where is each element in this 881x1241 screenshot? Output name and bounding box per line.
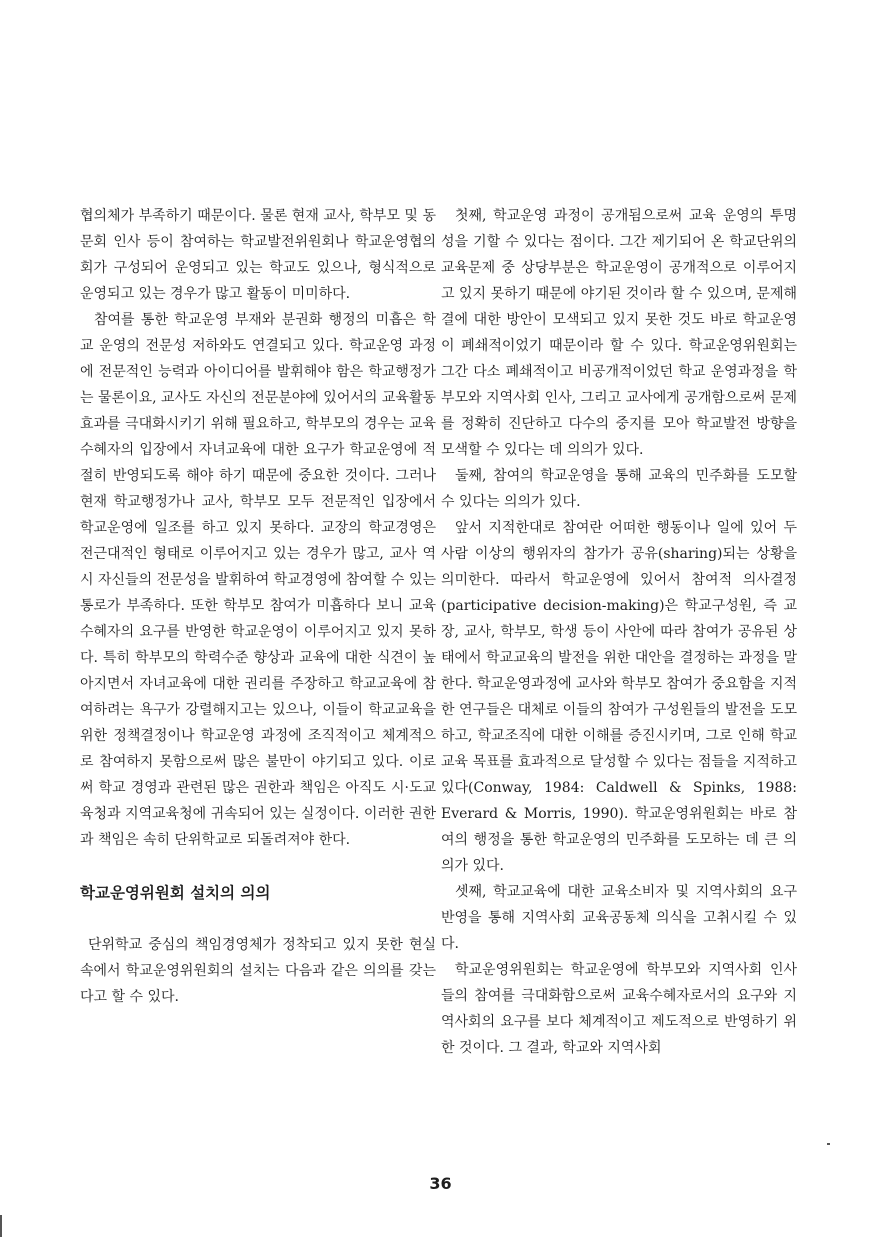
page-number: 36 — [429, 1174, 452, 1193]
scan-dot-mark — [827, 1143, 830, 1145]
section-heading: 학교운영위원회 설치의 의의 — [80, 884, 271, 902]
right-paragraph-1: 첫째, 학교운영 과정이 공개됨으로써 교육 운영의 투명성을 기할 수 있다는 점이다. 그간 제기되어 온 학교단위의 교육문제 중 상당부분은 학교운영이 공개적으로 이루어지고 있지 못하기 때문에 야기된 것이라 할 수 있으며, 문제해결에 대한 방안이 모색되고 있지 못한 것도 바로 학교운영이 폐쇄적이었기 때문이라 할 수 있다. 학교운영위원회는 그간 다소 폐쇄적이고 비공개적이었던 학교 운영과정을 학부모와 지역사회 인사, 그리고 교사에게 공개함으로써 문제를 정확히 진단하고 다수의 중지를 모아 학교발전 방향을 모색할 수 있다는 데 의의가 있다. — [441, 208, 797, 458]
left-paragraph-2: 참여를 통한 학교운영 부재와 분권화 행정의 미흡은 학교 운영의 전문성 저하와도 연결되고 있다. 학교운영 과정에 전문적인 능력과 아이디어를 발휘해야 함은 학교행정가는 물론이요, 교사도 자신의 전문분야에 있어서의 교육활동 효과를 극대화시키기 위해 필요하고, 학부모의 경우는 교육 수혜자의 입장에서 자녀교육에 대한 요구가 학교운영에 적절히 반영되도록 해야 하기 때문에 중요한 것이다. 그러나 현재 학교행정가나 교사, 학부모 모두 전문적인 입장에서 학교운영에 일조를 하고 있지 못하다. 교장의 학교경영은 전근대적인 형태로 이루어지고 있는 경우가 많고, 교사 역시 자신들의 전문성을 발휘하여 학교경영에 참여할 수 있는 통로가 부족하다. 또한 학부모 참여가 미흡하다 보니 교육 수혜자의 요구를 반영한 학교운영이 이루어지고 있지 못하다. 특히 학부모의 학력수준 향상과 교육에 대한 식견이 높아지면서 자녀교육에 대한 권리를 주장하고 학교교육에 참여하려는 욕구가 강렬해지고는 있으나, 이들이 학교교육을 위한 정책결정이나 학교운영 과정에 조직적이고 체계적으로 참여하지 못함으로써 많은 불만이 야기되고 있다. 이로써 학교 경영과 관련된 많은 권한과 책임은 아직도 시·도교육청과 지역교육청에 귀속되어 있는 실정이다. 이러한 권한과 책임은 속히 단위학교로 되돌려져야 한다. — [80, 312, 436, 848]
right-paragraph-2: 둘째, 참여의 학교운영을 통해 교육의 민주화를 도모할 수 있다는 의의가 있다. — [441, 468, 797, 510]
scan-edge-mark — [0, 1215, 2, 1237]
left-column — [80, 203, 436, 1010]
left-paragraph-1: 협의체가 부족하기 때문이다. 물론 현재 교사, 학부모 및 동문회 인사 등이 참여하는 학교발전위원회나 학교운영협의회가 구성되어 운영되고 있는 학교도 있으나, 형식적으로 운영되고 있는 경우가 많고 활동이 미미하다. — [80, 208, 436, 302]
right-paragraph-3: 앞서 지적한대로 참여란 어떠한 행동이나 일에 있어 두 사람 이상의 행위자의 참가가 공유(sharing)되는 상황을 의미한다. 따라서 학교운영에 있어서 참여적 의사결정(participative decision-making)은 학교구성원, 즉 교장, 교사, 학부모, 학생 등이 사안에 따라 참여가 공유된 상태에서 학교교육의 발전을 위한 대안을 결정하는 과정을 말한다. 학교운영과정에 교사와 학부모 참여가 중요함을 지적한 연구들은 대체로 이들의 참여가 구성원들의 발전을 도모하고, 학교조직에 대한 이해를 증진시키며, 그로 인해 학교교육 목표를 효과적으로 달성할 수 있다는 점들을 지적하고 있다(Conway, 1984: Caldwell & Spinks, 1988: Everard & Morris, 1990). 학교운영위원회는 바로 참여의 행정을 통한 학교운영의 민주화를 도모하는 데 큰 의의가 있다. — [441, 520, 797, 874]
right-paragraph-5: 학교운영위원회는 학교운영에 학부모와 지역사회 인사들의 참여를 극대화함으로써 교육수혜자로서의 요구와 지역사회의 요구를 보다 체계적이고 제도적으로 반영하기 위한 것이다. 그 결과, 학교와 지역사회 — [441, 962, 797, 1056]
right-column — [441, 203, 797, 1061]
right-paragraph-4: 셋째, 학교교육에 대한 교육소비자 및 지역사회의 요구 반영을 통해 지역사회 교육공동체 의식을 고취시킬 수 있다. — [441, 884, 797, 952]
left-paragraph-3: 단위학교 중심의 책임경영체가 정착되고 있지 못한 현실 속에서 학교운영위원회의 설치는 다음과 같은 의의를 갖는다고 할 수 있다. — [80, 937, 436, 1005]
